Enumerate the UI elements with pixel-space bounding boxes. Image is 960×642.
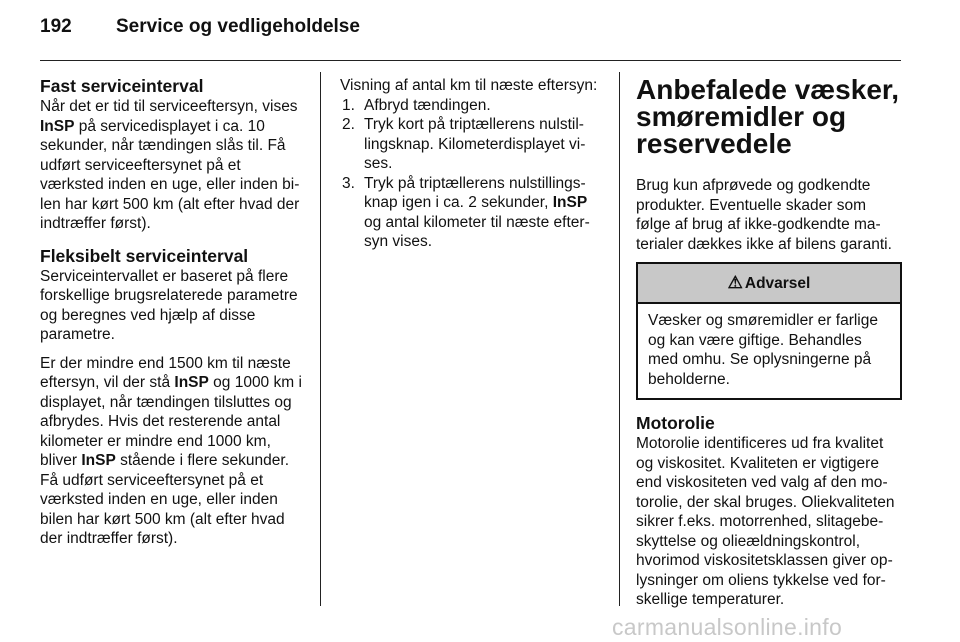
column-divider-1 <box>320 72 321 606</box>
section-heading-flexible-interval: Fleksibelt serviceinterval <box>40 245 249 266</box>
list-item: 2. Tryk kort på triptællerens nulstillingsknap. Kilometerdisplayet vises. <box>342 116 586 172</box>
list-item: 3. Tryk på triptællerens nulstillingsknap igen i ca. 2 sekunder, InSP og antal kilometer til næste eftersyn vises. <box>342 174 590 250</box>
column-1 <box>40 76 308 549</box>
paragraph-fluids: Brug kun afprøvede og godkendte produkter. Eventuelle skader som følge af brug af ikke-godkendte materialer dækkes ikke af bilens garanti. <box>636 177 892 253</box>
warning-header <box>638 264 900 304</box>
header-rule <box>40 60 901 61</box>
section-heading-fluids: Anbefalede væsker, smøremidler og reservedele <box>636 74 900 159</box>
warning-icon: ⚠ <box>727 273 743 292</box>
page-title: Service og vedligeholdelse <box>116 16 360 37</box>
column-2 <box>340 76 608 252</box>
paragraph-engine-oil: Motorolie identificeres ud fra kvalitet og viskositet. Kvaliteten er vigtigere end viskositeten ved valg af den motorolie, der skal bruges. Oliekvaliteten sikrer f.eks. motorrenhed, slitagebeskyttelse og olieældningskontrol, hvorimod viskositetsklassen giver oplysninger om oliens tykkelse ved forskellige temperaturer. <box>636 435 895 608</box>
paragraph-remaining-km: Er der mindre end 1500 km til næste eftersyn, vil der stå InSP og 1000 km i displayet, når tændingen tilsluttes og afbrydes. Hvis det resterende antal kilometer er mindre end 1000 km, bliver InSP stående i flere sekunder. Få udført serviceeftersynet på et værksted inden en uge, eller inden bilen har kørt 500 km (alt efter hvad der indtræffer først). <box>40 354 302 547</box>
section-heading-engine-oil: Motorolie <box>636 413 715 433</box>
warning-title: Advarsel <box>744 275 811 292</box>
steps-list <box>340 96 608 252</box>
section-heading-fixed-interval: Fast serviceinterval <box>40 76 204 96</box>
column-3 <box>636 76 904 610</box>
paragraph-fixed-interval: Når det er tid til serviceeftersyn, vises InSP på servicedisplayet i ca. 10 sekunder, når tændingen slås til. Få udført serviceeftersynet på et værksted inden en uge, eller inden bilen har kørt 500 km (alt efter hvad der indtræffer først). <box>40 98 300 232</box>
steps-intro: Visning af antal km til næste eftersyn: <box>340 77 598 94</box>
list-item: 1. Afbryd tændingen. <box>342 96 491 114</box>
warning-text: Væsker og smøremidler er farlige og kan være giftige. Behandles med omhu. Se oplysningerne på beholderne. <box>648 312 878 388</box>
warning-box <box>636 262 902 400</box>
paragraph-flexible-interval: Serviceintervallet er baseret på flere forskellige brugsrelaterede parametre og beregnes ved hjælp af disse parametre. <box>40 267 298 343</box>
column-divider-2 <box>619 72 620 606</box>
page-number: 192 <box>40 16 72 37</box>
watermark: carmanualsonline.info <box>612 614 843 640</box>
